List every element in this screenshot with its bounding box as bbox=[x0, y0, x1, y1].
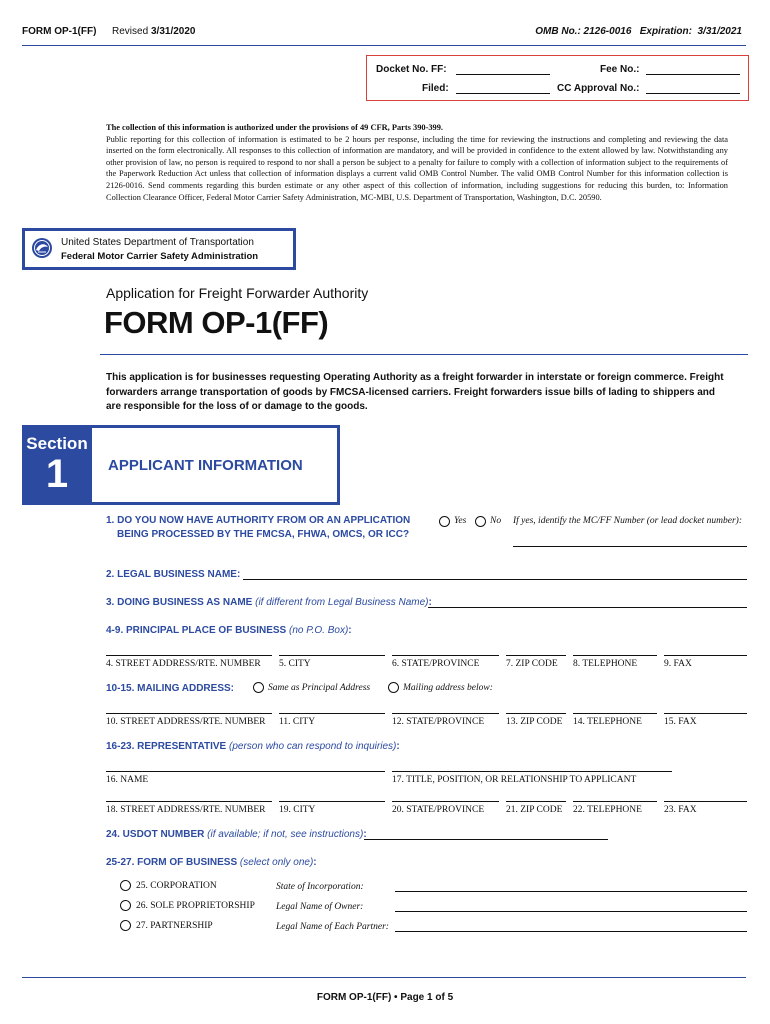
form-id: FORM OP-1(FF) bbox=[22, 26, 97, 37]
q1-yes-radio[interactable] bbox=[439, 516, 450, 527]
q4-colon: : bbox=[348, 625, 352, 636]
dot-seal-icon bbox=[31, 237, 53, 259]
rep-street-field[interactable] bbox=[106, 801, 272, 802]
q25-colon: : bbox=[313, 857, 317, 868]
usdot-number-field[interactable] bbox=[364, 839, 608, 840]
field-label: 13. ZIP CODE bbox=[506, 717, 563, 727]
rep-phone-field[interactable] bbox=[573, 801, 657, 802]
form-title: FORM OP-1(FF) bbox=[104, 305, 329, 340]
field-label: 9. FAX bbox=[664, 659, 692, 669]
mailing-below-label: Mailing address below: bbox=[403, 683, 493, 693]
omb-number: OMB No.: 2126-0016 Expiration: 3/31/2021 bbox=[535, 26, 742, 37]
q3-note: (if different from Legal Business Name) bbox=[255, 597, 429, 608]
agency-box bbox=[22, 228, 296, 270]
filed-field[interactable] bbox=[456, 93, 550, 94]
cc-approval-label: CC Approval No.: bbox=[557, 83, 640, 94]
field-label: 20. STATE/PROVINCE bbox=[392, 805, 485, 815]
agency-dept: United States Department of Transportation bbox=[61, 237, 254, 248]
field-label: 23. FAX bbox=[664, 805, 697, 815]
field-label: 8. TELEPHONE bbox=[573, 659, 638, 669]
q24-note: (if available; if not, see instructions) bbox=[207, 829, 364, 840]
principal-city-field[interactable] bbox=[279, 655, 385, 656]
field-label: 19. CITY bbox=[279, 805, 316, 815]
field-label: 4. STREET ADDRESS/RTE. NUMBER bbox=[106, 659, 261, 669]
dba-name-field[interactable] bbox=[428, 607, 747, 608]
agency-admin: Federal Motor Carrier Safety Administration bbox=[61, 251, 259, 262]
field-label: 5. CITY bbox=[279, 659, 311, 669]
page-footer: FORM OP-1(FF) • Page 1 of 5 bbox=[316, 992, 454, 1003]
sole-proprietorship-label: 26. SOLE PROPRIETORSHIP bbox=[136, 901, 255, 911]
corporation-label: 25. CORPORATION bbox=[136, 881, 217, 891]
rep-title-field[interactable] bbox=[392, 771, 672, 772]
q4-label bbox=[106, 625, 352, 636]
intro-text: This application is for businesses requesting Operating Authority as a freight forwarder in interstate or foreign commerce. Freight forwarders arrange transportation of goods by FMCSA-licensed carriers. Freight forwarders issue bills of lading to shippers and are responsible for the loss of or damage to the goods. bbox=[106, 372, 724, 412]
footer-rule bbox=[22, 977, 746, 978]
field-label: 11. CITY bbox=[279, 717, 316, 727]
q1-line1: 1. DO YOU NOW HAVE AUTHORITY FROM OR AN APPLICATION bbox=[106, 515, 411, 526]
q16-note: (person who can respond to inquiries) bbox=[229, 741, 397, 752]
q25-label bbox=[106, 857, 317, 868]
field-label: 10. STREET ADDRESS/RTE. NUMBER bbox=[106, 717, 266, 727]
fee-label: Fee No.: bbox=[600, 64, 640, 75]
revised-date: 3/31/2020 bbox=[151, 26, 196, 37]
partnership-detail: Legal Name of Each Partner: bbox=[276, 922, 389, 932]
q24-label-text: 24. USDOT NUMBER bbox=[106, 829, 205, 840]
mailing-street-field[interactable] bbox=[106, 713, 272, 714]
field-label: 16. NAME bbox=[106, 775, 149, 785]
principal-zip-field[interactable] bbox=[506, 655, 566, 656]
revised-label: Revised bbox=[112, 26, 149, 37]
mailing-zip-field[interactable] bbox=[506, 713, 566, 714]
sole-proprietorship-radio[interactable] bbox=[120, 900, 131, 911]
mailing-below-radio[interactable] bbox=[388, 682, 399, 693]
field-label: 17. TITLE, POSITION, OR RELATIONSHIP TO APPLICANT bbox=[392, 775, 637, 785]
q1-line2: BEING PROCESSED BY THE FMCSA, FHWA, OMCS, OR ICC? bbox=[117, 529, 410, 540]
state-of-incorporation-field[interactable] bbox=[395, 891, 747, 892]
form-subtitle: Application for Freight Forwarder Authority bbox=[106, 285, 369, 301]
field-label: 6. STATE/PROVINCE bbox=[392, 659, 480, 669]
field-label: 21. ZIP CODE bbox=[506, 805, 563, 815]
burden-statement bbox=[106, 122, 728, 203]
q3-label bbox=[106, 597, 432, 608]
legal-business-name-field[interactable] bbox=[243, 579, 747, 580]
rep-city-field[interactable] bbox=[279, 801, 385, 802]
field-label: 12. STATE/PROVINCE bbox=[392, 717, 485, 727]
q1-hint: If yes, identify the MC/FF Number (or lead docket number): bbox=[513, 516, 742, 526]
burden-first-line: The collection of this information is authorized under the provisions of 49 CFR, Parts 390-399. bbox=[106, 123, 444, 132]
q4-label-text: 4-9. PRINCIPAL PLACE OF BUSINESS bbox=[106, 625, 287, 636]
header-rule bbox=[22, 45, 746, 46]
field-label: 14. TELEPHONE bbox=[573, 717, 642, 727]
q1-mc-number-field[interactable] bbox=[513, 546, 747, 547]
principal-street-field[interactable] bbox=[106, 655, 272, 656]
q4-note: (no P.O. Box) bbox=[289, 625, 349, 636]
burden-body: Public reporting for this collection of information is estimated to be 2 hours per response, including the time for reviewing the instructions and completing and reviewing the data inserted on the form electronically. All responses to this collection of information are mandatory, and will be provided in confidence to the extent allowed by law. Notwithstanding any other provision of law, no person is required to respond to nor shall a person be subject to a penalty for failure to comply with a collection of information subject to the requirements of the Paperwork Reduction Act unless that collection of information displays a current valid OMB Control Number. The valid OMB Control Number for this information collection is 2126-0016. Send comments regarding this burden estimate or any other aspect of this collection of information, including suggestions for reducing this burden, to: Information Collection Clearance Officer, Federal Motor Carrier Safety Administration, MC-MBI, U.S. Department of Transportation, Washington, D.C. 20590. bbox=[106, 134, 728, 202]
docket-label: Docket No. FF: bbox=[376, 64, 447, 75]
filed-label: Filed: bbox=[422, 83, 449, 94]
mailing-same-radio[interactable] bbox=[253, 682, 264, 693]
fee-field[interactable] bbox=[646, 74, 740, 75]
partner-names-field[interactable] bbox=[395, 931, 747, 932]
section-word: Section bbox=[26, 434, 88, 453]
q2-label: 2. LEGAL BUSINESS NAME: bbox=[106, 569, 241, 580]
partnership-label: 27. PARTNERSHIP bbox=[136, 921, 213, 931]
q16-colon: : bbox=[396, 741, 400, 752]
q1-yes-label: Yes bbox=[454, 516, 467, 526]
mailing-state-field[interactable] bbox=[392, 713, 499, 714]
principal-phone-field[interactable] bbox=[573, 655, 657, 656]
q10-label: 10-15. MAILING ADDRESS: bbox=[106, 683, 234, 694]
q25-label-text: 25-27. FORM OF BUSINESS bbox=[106, 857, 238, 868]
owner-name-field[interactable] bbox=[395, 911, 747, 912]
principal-state-field[interactable] bbox=[392, 655, 499, 656]
q1-no-label: No bbox=[490, 516, 502, 526]
q16-label-text: 16-23. REPRESENTATIVE bbox=[106, 741, 227, 752]
corporation-detail: State of Incorporation: bbox=[276, 882, 364, 892]
office-use-box bbox=[366, 55, 749, 101]
rep-fax-field[interactable] bbox=[664, 801, 747, 802]
q3-colon: : bbox=[428, 597, 432, 608]
q24-label bbox=[106, 829, 367, 840]
q16-label bbox=[106, 741, 400, 752]
q25-note: (select only one) bbox=[239, 857, 314, 868]
q1-no-radio[interactable] bbox=[475, 516, 486, 527]
rep-name-field[interactable] bbox=[106, 771, 385, 772]
docket-field[interactable] bbox=[456, 74, 550, 75]
q24-colon: : bbox=[363, 829, 367, 840]
title-rule bbox=[100, 354, 748, 355]
cc-approval-field[interactable] bbox=[646, 93, 740, 94]
field-label: 15. FAX bbox=[664, 717, 697, 727]
field-label: 18. STREET ADDRESS/RTE. NUMBER bbox=[106, 805, 266, 815]
field-label: 7. ZIP CODE bbox=[506, 659, 558, 669]
mailing-city-field[interactable] bbox=[279, 713, 385, 714]
section-title: APPLICANT INFORMATION bbox=[108, 457, 303, 474]
section-number: 1 bbox=[45, 452, 69, 496]
rep-state-field[interactable] bbox=[392, 801, 499, 802]
mailing-phone-field[interactable] bbox=[573, 713, 657, 714]
q3-label-text: 3. DOING BUSINESS AS NAME bbox=[106, 597, 253, 608]
principal-fax-field[interactable] bbox=[664, 655, 747, 656]
corporation-radio[interactable] bbox=[120, 880, 131, 891]
mailing-same-label: Same as Principal Address bbox=[268, 683, 371, 693]
sole-proprietorship-detail: Legal Name of Owner: bbox=[276, 902, 364, 912]
field-label: 22. TELEPHONE bbox=[573, 805, 642, 815]
partnership-radio[interactable] bbox=[120, 920, 131, 931]
rep-zip-field[interactable] bbox=[506, 801, 566, 802]
mailing-fax-field[interactable] bbox=[664, 713, 747, 714]
